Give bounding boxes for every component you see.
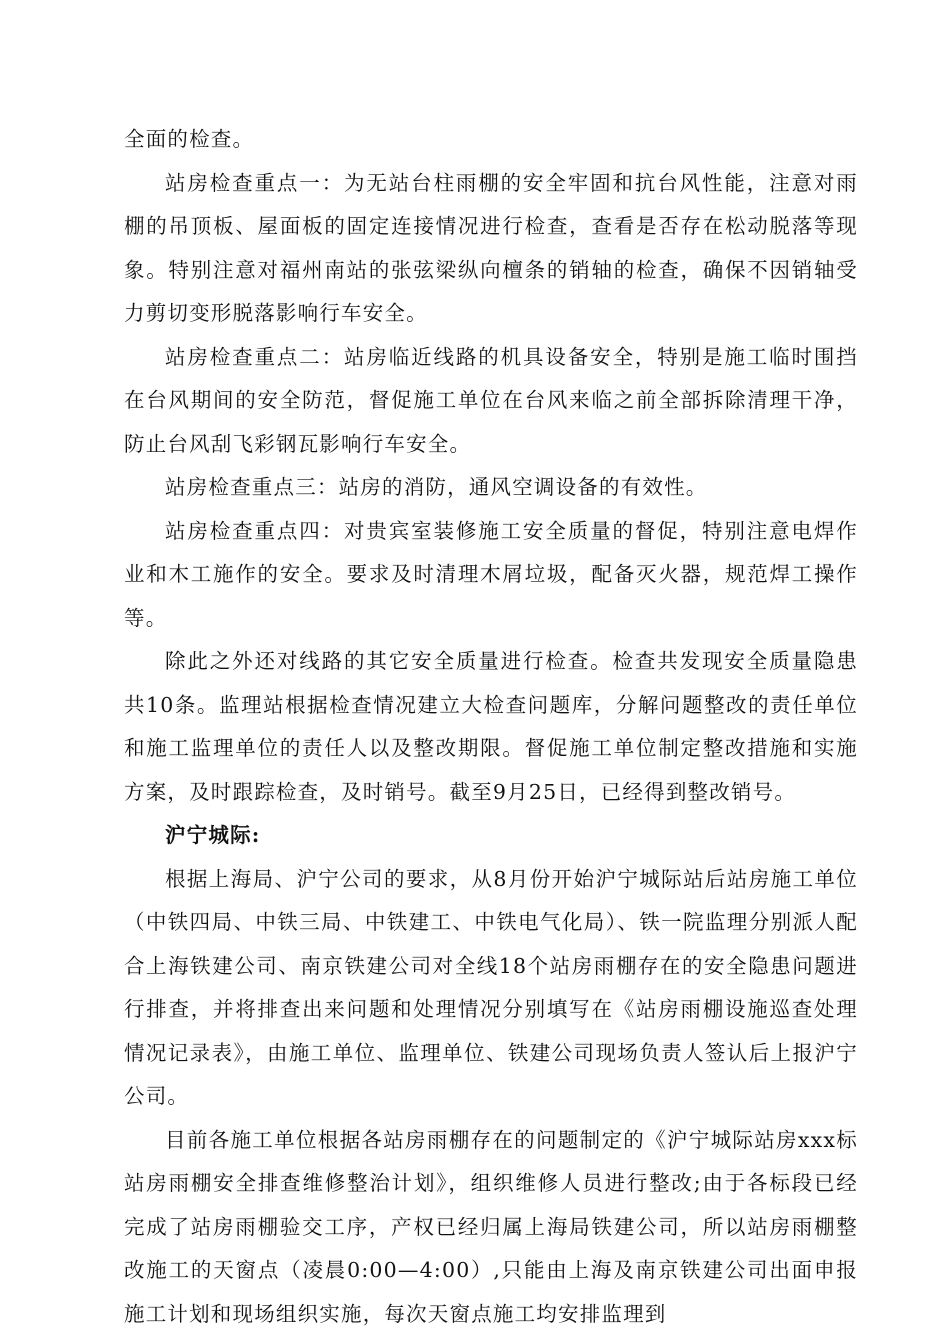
paragraph-inspection-focus-3: 站房检查重点三：站房的消防，通风空调设备的有效性。 (165, 475, 708, 499)
section-heading-huning: 沪宁城际: (165, 823, 261, 847)
paragraph-huning-current-status: 目前各施工单位根据各站房雨棚存在的问题制定的《沪宁城际站房xxx标站房雨棚安全排查维修整治计划》，组织维修人员进行整改;由于各标段已经完成了站房雨棚验交工序，产权已经归属上海局铁建公司，所以站房雨棚整改施工的天窗点（凌晨0:00—4:00）,只能由上海及南京铁建公司出面申报施工计划和现场组织实施，每次天窗点施工均安排监理到 (124, 1127, 858, 1326)
paragraph-huning-requirements: 根据上海局、沪宁公司的要求，从8月份开始沪宁城际站后站房施工单位（中铁四局、中铁三局、中铁建工、中铁电气化局）、铁一院监理分别派人配合上海铁建公司、南京铁建公司对全线18个站房雨棚存在的安全隐患问题进行排查，并将排查出来问题和处理情况分别填写在《站房雨棚设施巡查处理情况记录表》，由施工单位、监理单位、铁建公司现场负责人签认后上报沪宁公司。 (124, 866, 858, 1108)
paragraph-inspection-focus-2: 站房检查重点二：站房临近线路的机具设备安全，特别是施工临时围挡在台风期间的安全防范，督促施工单位在台风来临之前全部拆除清理干净，防止台风刮飞彩钢瓦影响行车安全。 (124, 344, 858, 456)
paragraph-other-checks: 除此之外还对线路的其它安全质量进行检查。检查共发现安全质量隐患共10条。监理站根据检查情况建立大检查问题库，分解问题整改的责任单位和施工监理单位的责任人以及整改期限。督促施工单位制定整改措施和实施方案，及时跟踪检查，及时销号。截至9月25日，已经得到整改销号。 (124, 649, 858, 804)
paragraph-inspection-focus-4: 站房检查重点四：对贵宾室装修施工安全质量的督促，特别注意电焊作业和木工施作的安全。要求及时清理木屑垃圾，配备灭火器，规范焊工操作等。 (124, 518, 858, 630)
document-body (124, 118, 858, 1336)
paragraph-inspection-focus-1: 站房检查重点一：为无站台柱雨棚的安全牢固和抗台风性能，注意对雨棚的吊顶板、屋面板的固定连接情况进行检查，查看是否存在松动脱落等现象。特别注意对福州南站的张弦梁纵向檀条的销轴的检查，确保不因销轴受力剪切变形脱落影响行车安全。 (124, 170, 858, 325)
paragraph-intro-tail: 全面的检查。 (124, 127, 255, 151)
